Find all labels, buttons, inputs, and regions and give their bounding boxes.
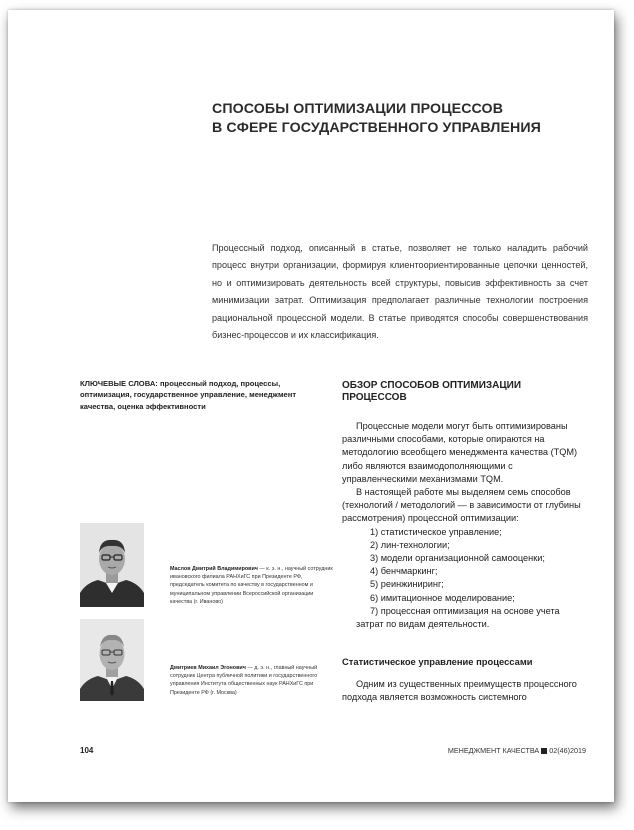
- author-info: [170, 565, 335, 606]
- journal-footer: [448, 746, 586, 755]
- list-item: 3) модели организационной самооценки;: [370, 553, 545, 564]
- article-title: [212, 100, 592, 138]
- list-item: 2) лин-технологии;: [370, 539, 450, 550]
- square-separator-icon: [541, 748, 547, 754]
- list-item: 1) статистическое управление;: [370, 526, 502, 537]
- list-item: 7) процессная оптимизация на основе учета затрат по видам деятельности.: [356, 605, 560, 630]
- list-item: 4) бенчмаркинг;: [370, 566, 438, 577]
- subsection-heading: Статистическое управление процессами: [342, 656, 533, 667]
- article-title-line-1: СПОСОБЫ ОПТИМИЗАЦИИ ПРОЦЕССОВ: [212, 101, 504, 117]
- author-bio: — д. э. н., главный научный сотрудник Центра публичной политики и государственного управления Института общественных наук РАНХиГС при Президенте РФ (г. Москва): [170, 665, 318, 696]
- author-photo: [80, 619, 144, 701]
- paragraph: Процессные модели могут быть оптимизированы различными способами, которые опираются на методологию всеобщего менеджмента качества (TQM) либо являются взаимодополняющими с управленческими механизмами TQM.: [342, 421, 578, 484]
- keywords-block: [80, 378, 318, 412]
- article-abstract: Процессный подход, описанный в статье, позволяет не только наладить рабочий процесс внутри организации, формируя клиентоориентированные цепочки ценностей, но и оптимизировать деятельность всей структуры, повысив эффективность за счет минимизации затрат. Оптимизация предполагает различные технологии построения рациональной процессной модели. В статье приводятся способы совершенствования бизнес-процессов и их классификация.: [212, 243, 588, 341]
- author-bio: — к. э. н., научный сотрудник ивановского филиала РАНХиГС при Президенте РФ, председатель комитета по качеству в государственном и муниципальном управлении Всероссийской организации качества (г. Иваново): [170, 566, 333, 605]
- list-item: 5) реинжиниринг;: [370, 579, 444, 590]
- body-text-continued: [342, 678, 587, 705]
- keywords-label: КЛЮЧЕВЫЕ СЛОВА:: [80, 379, 158, 388]
- article-title-line-2: В СФЕРЕ ГОСУДАРСТВЕННОГО УПРАВЛЕНИЯ: [212, 120, 541, 136]
- author-info: [170, 664, 335, 697]
- paragraph: В настоящей работе мы выделяем семь способов (технологий / методологий — в зависимости от глубины рассмотрения) процессной оптимизации:: [342, 487, 581, 524]
- author-name: Маслов Дмитрий Владимирович: [170, 566, 258, 572]
- journal-name: МЕНЕДЖМЕНТ КАЧЕСТВА: [447, 746, 540, 755]
- list-item: 6) имитационное моделирование;: [370, 592, 515, 603]
- keywords-list: процессный подход, процессы, оптимизация, государственное управление, менеджмент качества, оценка эффективности: [80, 379, 297, 411]
- body-text: [342, 420, 587, 631]
- journal-issue: 02(46)2019: [549, 746, 586, 755]
- author-photo: [80, 523, 144, 607]
- page-number: 104: [80, 746, 94, 755]
- paragraph: Одним из существенных преимуществ процессного подхода является возможность системного: [342, 679, 577, 703]
- section-heading: ОБЗОР СПОСОБОВ ОПТИМИЗАЦИИ ПРОЦЕССОВ: [342, 380, 522, 404]
- author-name: Дмитриев Михаил Эгонович: [170, 665, 246, 671]
